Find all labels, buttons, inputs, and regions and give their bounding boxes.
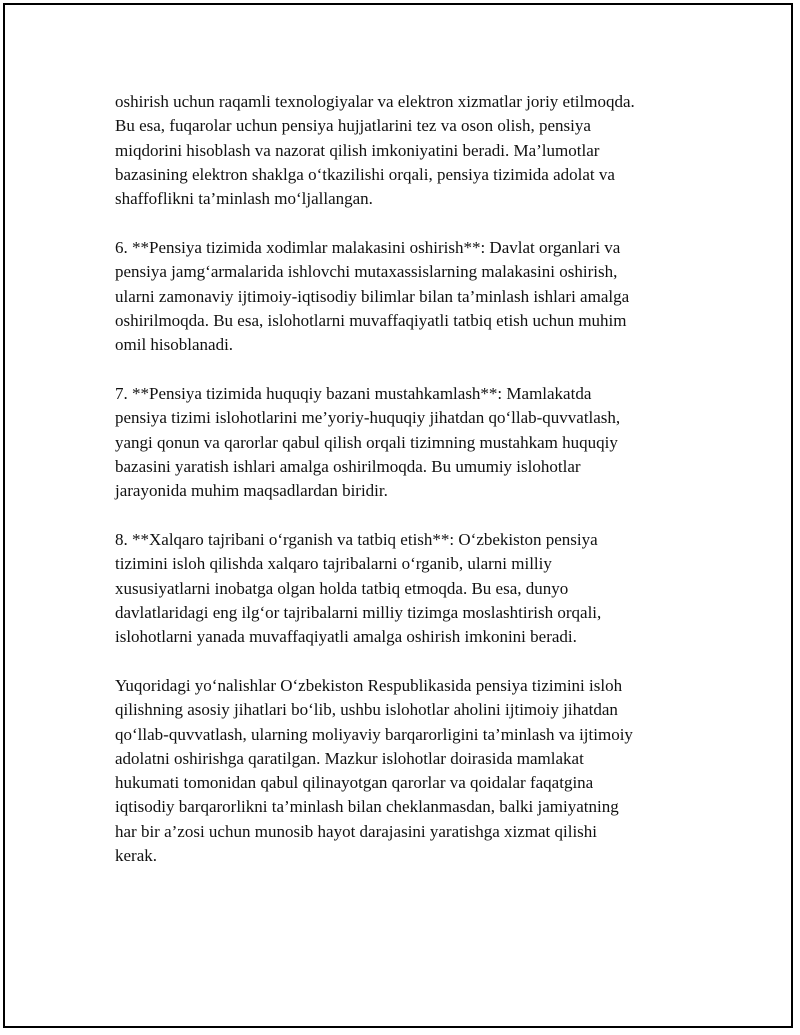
text-line: xususiyatlarni inobatga olgan holda tatbiq etmoqda. Bu esa, dunyo	[115, 578, 569, 598]
text-line: har bir a’zosi uchun munosib hayot darajasini yaratishga xizmat qilishi	[115, 821, 598, 841]
text-line: shaffoflikni ta’minlash mo‘ljallangan.	[115, 189, 373, 209]
text-line: qo‘llab-quvvatlash, ularning moliyaviy barqarorligini ta’minlash va ijtimoiy	[115, 724, 633, 744]
text-line: hukumati tomonidan qabul qilinayotgan qarorlar va qoidalar faqatgina	[115, 773, 594, 793]
text-line: 8. **Xalqaro tajribani o‘rganish va tatbiq etish**: O‘zbekiston pensiya	[115, 529, 598, 549]
text-line: kerak.	[115, 846, 158, 866]
text-line: Bu esa, fuqarolar uchun pensiya hujjatlarini tez va oson olish, pensiya	[115, 116, 591, 136]
text-line: qilishning asosiy jihatlari bo‘lib, ushbu islohotlar aholini ijtimoiy jihatdan	[115, 700, 618, 720]
text-line: jarayonida muhim maqsadlardan biridir.	[115, 481, 388, 501]
text-line: davlatlaridagi eng ilg‘or tajribalarni milliy tizimga moslashtirish orqali,	[115, 602, 602, 622]
paragraph-conclusion	[115, 674, 695, 868]
text-line: islohotlarni yanada muvaffaqiyatli amalga oshirish imkonini beradi.	[115, 627, 577, 647]
paragraph-item-8	[115, 528, 695, 649]
text-line: 6. **Pensiya tizimida xodimlar malakasini oshirish**: Davlat organlari va	[115, 237, 621, 257]
paragraph-item-6	[115, 236, 695, 357]
text-line: oshirilmoqda. Bu esa, islohotlarni muvaffaqiyatli tatbiq etish uchun muhim	[115, 310, 627, 330]
text-line: tizimini isloh qilishda xalqaro tajribalarni o‘rganib, ularni milliy	[115, 554, 552, 574]
text-line: oshirish uchun raqamli texnologiyalar va elektron xizmatlar joriy etilmoqda.	[115, 92, 635, 111]
text-line: pensiya tizimi islohotlarini me’yoriy-huquqiy jihatdan qo‘llab-quvvatlash,	[115, 408, 621, 428]
text-line: omil hisoblanadi.	[115, 335, 234, 355]
text-line: miqdorini hisoblash va nazorat qilish imkoniyatini beradi. Ma’lumotlar	[115, 140, 600, 160]
text-line: Yuqoridagi yo‘nalishlar O‘zbekiston Respublikasida pensiya tizimini isloh	[115, 675, 623, 695]
text-line: adolatni oshirishga qaratilgan. Mazkur islohotlar doirasida mamlakat	[115, 748, 584, 768]
paragraph-item-7	[115, 382, 695, 503]
text-line: pensiya jamg‘armalarida ishlovchi mutaxassislarning malakasini oshirish,	[115, 262, 618, 282]
text-line: 7. **Pensiya tizimida huquqiy bazani mustahkamlash**: Mamlakatda	[115, 383, 592, 403]
text-line: ularni zamonaviy ijtimoiy-iqtisodiy bilimlar bilan ta’minlash ishlari amalga	[115, 286, 630, 306]
text-line: bazasini yaratish ishlari amalga oshirilmoqda. Bu umumiy islohotlar	[115, 456, 581, 476]
document-body	[115, 90, 695, 893]
paragraph-digital-services	[115, 90, 695, 211]
text-line: yangi qonun va qarorlar qabul qilish orqali tizimning mustahkam huquqiy	[115, 432, 618, 452]
text-line: iqtisodiy barqarorlikni ta’minlash bilan cheklanmasdan, balki jamiyatning	[115, 797, 619, 817]
text-line: bazasining elektron shaklga o‘tkazilishi orqali, pensiya tizimida adolat va	[115, 164, 615, 184]
